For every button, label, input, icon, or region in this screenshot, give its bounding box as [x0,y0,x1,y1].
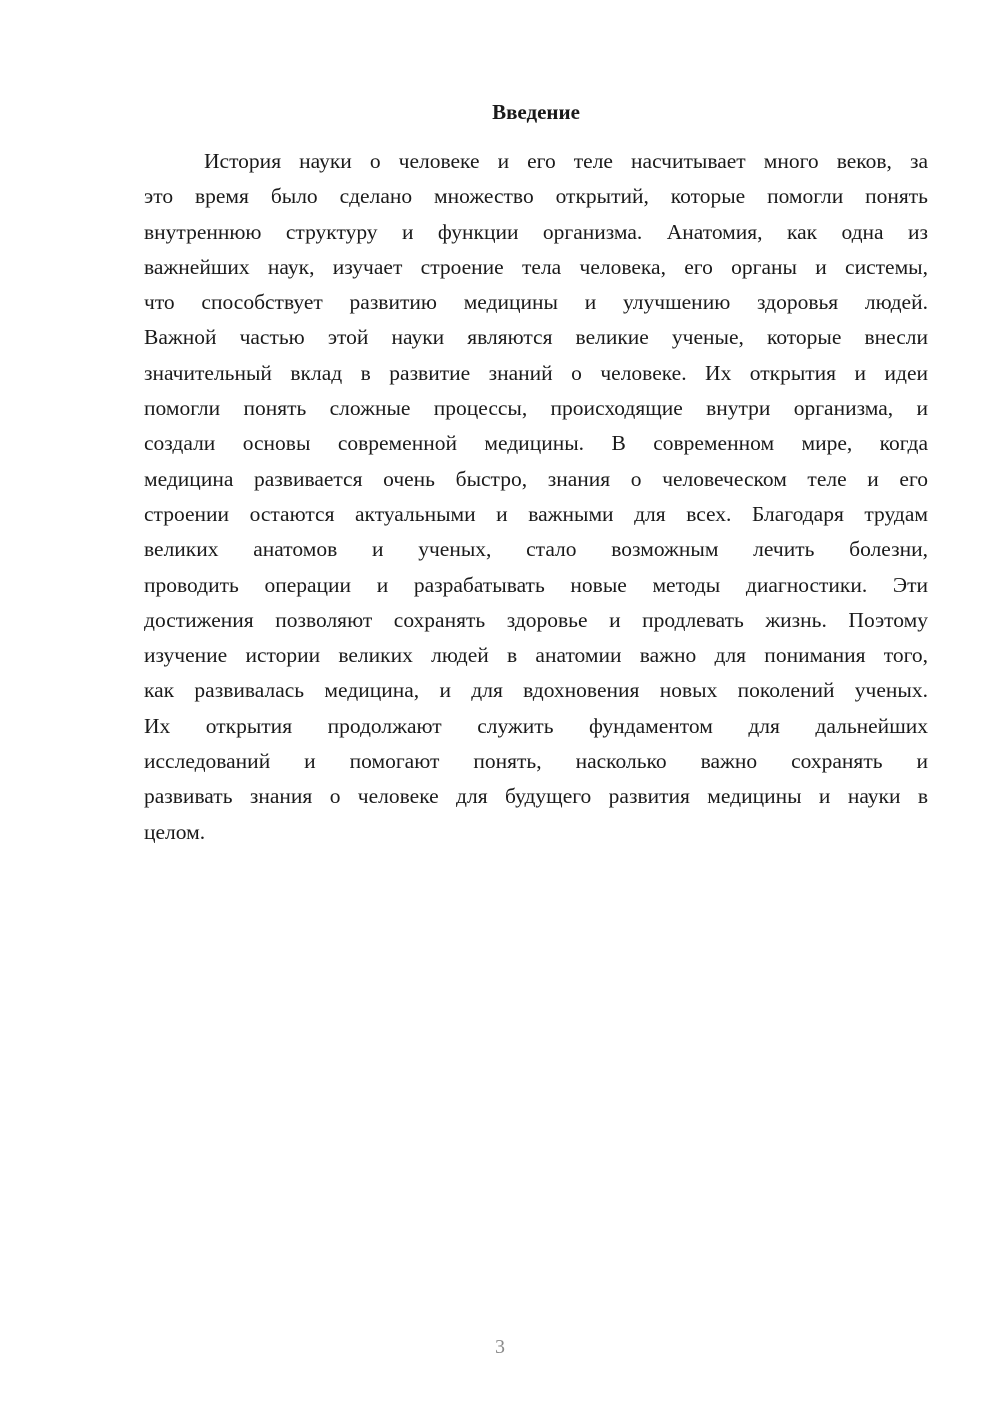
section-heading: Введение [492,100,580,124]
paragraph-line: Важной частью этой науки являются великие ученые, которые внесли [144,325,928,350]
paragraph-line: целом. [144,819,206,844]
paragraph-line: как развивалась медицина, и для вдохновения новых поколений ученых. [144,678,928,703]
paragraph-line: что способствует развитию медицины и улучшению здоровья людей. [144,290,928,315]
paragraph-line: это время было сделано множество открытий, которые помогли понять [144,184,928,209]
paragraph-line: создали основы современной медицины. В современном мире, когда [144,431,928,456]
paragraph-line: важнейших наук, изучает строение тела человека, его органы и системы, [144,254,928,279]
body-paragraph [144,144,928,850]
paragraph-line: развивать знания о человеке для будущего развития медицины и науки в [144,784,928,809]
paragraph-line: строении остаются актуальными и важными для всех. Благодаря трудам [144,501,928,526]
paragraph-line: значительный вклад в развитие знаний о человеке. Их открытия и идеи [144,360,928,385]
paragraph-line: Их открытия продолжают служить фундаментом для дальнейших [144,713,928,738]
paragraph-line: изучение истории великих людей в анатомии важно для понимания того, [144,643,928,668]
paragraph-line: проводить операции и разрабатывать новые методы диагностики. Эти [144,572,928,597]
paragraph-line: исследований и помогают понять, насколько важно сохранять и [144,749,928,774]
paragraph-line: великих анатомов и ученых, стало возможным лечить болезни, [144,537,928,562]
paragraph-line: достижения позволяют сохранять здоровье и продлевать жизнь. Поэтому [144,607,928,632]
page-number: 3 [495,1336,505,1358]
paragraph-line: медицина развивается очень быстро, знания о человеческом теле и его [144,466,928,491]
paragraph-line: внутреннюю структуру и функции организма. Анатомия, как одна из [144,219,928,244]
paragraph-line: помогли понять сложные процессы, происходящие внутри организма, и [144,396,928,421]
paragraph-line: История науки о человеке и его теле насчитывает много веков, за [204,149,928,173]
